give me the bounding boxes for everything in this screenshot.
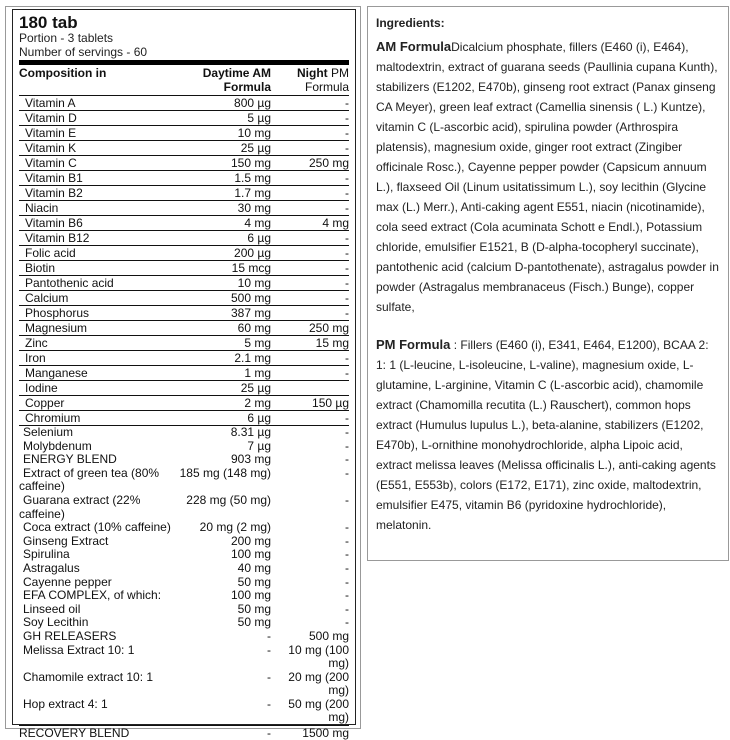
table-row	[19, 396, 349, 411]
nutrient-name: Chamomile extract 10: 1	[23, 669, 154, 684]
header-am: Daytime AM Formula	[202, 66, 271, 94]
am-value: 6 µg	[179, 411, 271, 426]
table-row	[19, 562, 349, 576]
am-value: -	[267, 642, 271, 657]
pm-value: -	[271, 351, 349, 366]
table-row	[19, 453, 349, 467]
nutrient-name: Vitamin B2	[19, 186, 179, 201]
table-row	[19, 246, 349, 261]
am-value: 200 µg	[179, 246, 271, 261]
am-value: 100 mg	[230, 588, 271, 603]
table-row	[19, 336, 349, 351]
pm-value: -	[271, 246, 349, 261]
pm-value: 4 mg	[271, 216, 349, 231]
header-pm-bold: Night	[297, 66, 328, 80]
nutrient-name: Niacin	[19, 201, 179, 216]
nutrient-name: Calcium	[19, 291, 179, 306]
table-row	[19, 291, 349, 306]
nutrient-name: Linseed oil	[23, 601, 81, 616]
table-row	[19, 111, 349, 126]
am-value: 1.5 mg	[179, 171, 271, 186]
pm-value: -	[271, 126, 349, 141]
am-value: 30 mg	[179, 201, 271, 216]
am-value: 50 mg	[237, 615, 271, 630]
nutrient-name: Soy Lecithin	[23, 615, 89, 630]
am-value: -	[267, 696, 271, 711]
product-title: 180 tab	[19, 13, 78, 32]
am-value: 40 mg	[237, 560, 271, 575]
composition-panel	[5, 6, 361, 740]
ingredients-heading: Ingredients:	[376, 16, 445, 30]
table-row	[19, 630, 349, 644]
table-row	[19, 171, 349, 186]
table-row	[19, 426, 349, 440]
pm-value: 15 mg	[271, 336, 349, 351]
composition-box	[12, 9, 356, 740]
table-row	[19, 201, 349, 216]
pm-value: -	[345, 547, 349, 562]
nutrient-name: Melissa Extract 10: 1	[23, 642, 135, 657]
table-row	[19, 156, 349, 171]
table-row	[19, 96, 349, 111]
nutrient-name: Spirulina	[23, 547, 70, 562]
am-value: 1.7 mg	[179, 186, 271, 201]
nutrient-name: Hop extract 4: 1	[23, 696, 108, 711]
am-value: 8.31 µg	[179, 426, 271, 440]
table-row	[19, 467, 349, 494]
pm-value: -	[271, 426, 349, 440]
am-value: 2.1 mg	[179, 351, 271, 366]
table-row	[19, 126, 349, 141]
header-pm	[271, 65, 349, 96]
pm-value: 250 mg	[271, 321, 349, 336]
am-value: 903 mg	[230, 452, 271, 467]
am-value: 50 mg	[237, 574, 271, 589]
header-pm-label: PM Formula	[304, 66, 349, 94]
am-value: 500 mg	[179, 291, 271, 306]
nutrient-name: Coca extract (10% caffeine)	[23, 520, 171, 535]
nutrient-name: Vitamin K	[19, 141, 179, 156]
am-value: -	[267, 669, 271, 684]
pm-value: 150 µg	[271, 396, 349, 411]
pm-value: -	[271, 141, 349, 156]
nutrient-name: Copper	[19, 396, 179, 411]
table-row	[19, 726, 349, 740]
pm-value: -	[271, 366, 349, 381]
table-row	[19, 321, 349, 336]
nutrient-name: Vitamin E	[19, 126, 179, 141]
servings-text: Number of servings - 60	[19, 45, 148, 59]
nutrient-name: Vitamin B12	[19, 231, 179, 246]
table-row	[19, 671, 349, 698]
pm-value: -	[345, 560, 349, 575]
am-value: 10 mg	[179, 276, 271, 291]
table-row	[19, 141, 349, 156]
am-value: 20 mg (2 mg)	[199, 520, 271, 535]
am-text: Dicalcium phosphate, fillers (E460 (i), E464), maltodextrin, extract of guarana seeds (Paullinia cupana Kunth), stabilizers (E1202, E470b), ginseng root extract (Panax ginseng CA Meyer), green leaf extract (Camellia sinensis ( L.) Kuntze), vitamin C (L-ascorbic acid), spirulina powder (Arthrospira platensis), magnesium oxide, ginger root extract (Zingiber officinale Rosc.), Cayenne pepper powder (Capsicum annuum L.), flaxseed Oil (Linum usitatissimum L.), soy lecithin (Glycine max (L.) Merr.), Anti-caking agent E551, niacin (nicotinamide), cola seed extract (Cola acuminata Schott e Endl.), Potassium chloride, emulsifier E1521, B (D-alpha-tocopheryl succinate), pantothenic acid (calcium D-pantothenate), astragalus powder in powder (Astragalus membranaceus (Fisch.) Bunge), copper sulfate,	[376, 40, 719, 314]
pm-ingredients	[376, 335, 720, 535]
am-value: 10 mg	[179, 126, 271, 141]
table-row	[19, 616, 349, 630]
table-row	[19, 521, 349, 535]
table-row	[19, 535, 349, 549]
pm-value	[271, 381, 349, 396]
table-row	[19, 351, 349, 366]
nutrient-name: Vitamin B6	[19, 216, 179, 231]
pm-value: -	[345, 520, 349, 535]
header-composition: Composition in	[19, 66, 107, 80]
composition-table	[19, 65, 349, 740]
am-ingredients	[376, 37, 720, 317]
am-value: 2 mg	[179, 396, 271, 411]
pm-value: 500 mg	[308, 628, 349, 643]
nutrient-name: Vitamin C	[19, 156, 179, 171]
table-row	[19, 603, 349, 617]
pm-value: -	[345, 492, 349, 507]
pm-value: 250 mg	[271, 156, 349, 171]
nutrient-name: Vitamin B1	[19, 171, 179, 186]
pm-value: -	[271, 171, 349, 186]
pm-value: -	[345, 615, 349, 630]
am-value: 387 mg	[179, 306, 271, 321]
am-value: 800 µg	[179, 96, 271, 111]
nutrient-name: Molybdenum	[23, 438, 92, 453]
pm-value: -	[345, 533, 349, 548]
nutrient-name: Chromium	[19, 411, 179, 426]
table-row	[19, 494, 349, 521]
nutrient-name: ENERGY BLEND	[23, 452, 117, 467]
table-row	[19, 411, 349, 426]
am-value: 100 mg	[230, 547, 271, 562]
table-row	[19, 576, 349, 590]
table-row	[19, 381, 349, 396]
table-row	[19, 644, 349, 671]
am-value: 185 mg (148 mg)	[179, 465, 271, 480]
pm-value: 50 mg (200 mg)	[288, 696, 349, 725]
nutrient-name: EFA COMPLEX, of which:	[23, 588, 162, 603]
table-header	[19, 65, 349, 96]
am-value: 25 µg	[179, 141, 271, 156]
pm-value: -	[271, 96, 349, 111]
nutrient-name: Selenium	[19, 426, 179, 440]
table-row	[19, 698, 349, 726]
am-value: 6 µg	[179, 231, 271, 246]
am-value: 25 µg	[179, 381, 271, 396]
table-row	[19, 186, 349, 201]
nutrient-name: Zinc	[19, 336, 179, 351]
pm-value: -	[271, 186, 349, 201]
pm-text: : Fillers (E460 (i), E341, E464, E1200), BCAA 2: 1: 1 (L-leucine, L-isoleucine, L-valine), magnesium oxide, L-glutamine, L-arginine, Vitamin C (L-ascorbic acid), chamomile extract (Chamomilla recutita (L.) Rauschert), common hops extract (Humulus lupulus L.), beta-alanine, stabilizers (E1202, E470b), L-ornithine monohydrochloride, alpha Lipoic acid, extract melissa leaves (Melissa officinalis L.), anti-caking agents (E551, E553b), colors (E172, E171), zinc oxide, maltodextrin, emulsifier E475, vitamin B6 (pyridoxine hydrochloride), melatonin.	[376, 338, 716, 532]
nutrient-name: GH RELEASERS	[23, 628, 117, 643]
pm-value: -	[271, 276, 349, 291]
pm-value: -	[345, 601, 349, 616]
am-value: 1 mg	[179, 366, 271, 381]
am-value: -	[179, 726, 271, 740]
pm-value: -	[271, 201, 349, 216]
pm-value: -	[345, 452, 349, 467]
nutrient-name: Folic acid	[19, 246, 179, 261]
nutrient-name: Iodine	[19, 381, 179, 396]
pm-value: -	[345, 588, 349, 603]
table-row	[19, 306, 349, 321]
nutrient-name: Manganese	[19, 366, 179, 381]
pm-value: -	[345, 438, 349, 453]
nutrient-name: Cayenne pepper	[23, 574, 112, 589]
pm-value: -	[345, 465, 349, 480]
nutrient-name: Guarana extract (22% caffeine)	[19, 492, 141, 521]
pm-value: -	[271, 231, 349, 246]
table-row	[19, 440, 349, 454]
am-label: AM Formula	[376, 39, 452, 54]
nutrient-name: Phosphorus	[19, 306, 179, 321]
nutrient-name: Iron	[19, 351, 179, 366]
pm-value: -	[271, 411, 349, 426]
pm-value: 1500 mg	[271, 726, 349, 740]
pm-value: 10 mg (100 mg)	[288, 642, 349, 671]
nutrient-name: Biotin	[19, 261, 179, 276]
nutrient-name: Pantothenic acid	[19, 276, 179, 291]
table-row	[19, 261, 349, 276]
am-value: 4 mg	[179, 216, 271, 231]
table-row	[19, 548, 349, 562]
am-value: 5 mg	[179, 336, 271, 351]
pm-value: -	[271, 306, 349, 321]
nutrient-name: Vitamin D	[19, 111, 179, 126]
am-value: 228 mg (50 mg)	[186, 492, 271, 507]
table-row	[19, 366, 349, 381]
pm-value: -	[345, 574, 349, 589]
nutrient-name: Ginseng Extract	[23, 533, 109, 548]
am-value: 150 mg	[179, 156, 271, 171]
nutrient-name: Extract of green tea (80% caffeine)	[19, 465, 160, 494]
nutrient-name: Vitamin A	[19, 96, 179, 111]
pm-value: -	[271, 111, 349, 126]
am-value: 7 µg	[247, 438, 271, 453]
am-value: -	[267, 628, 271, 643]
portion-text: Portion - 3 tablets	[19, 31, 114, 45]
nutrient-name: RECOVERY BLEND	[19, 726, 179, 740]
am-value: 15 mcg	[179, 261, 271, 276]
am-value: 60 mg	[179, 321, 271, 336]
nutrient-name: Astragalus	[23, 560, 80, 575]
pm-value: -	[271, 261, 349, 276]
pm-value: 20 mg (200 mg)	[288, 669, 349, 698]
ingredients-panel	[367, 6, 729, 561]
am-value: 50 mg	[237, 601, 271, 616]
table-row	[19, 231, 349, 246]
nutrient-name: Magnesium	[19, 321, 179, 336]
pm-label: PM Formula	[376, 337, 451, 352]
table-row	[19, 276, 349, 291]
am-value: 200 mg	[230, 533, 271, 548]
table-row	[19, 589, 349, 603]
table-row	[19, 216, 349, 231]
pm-value: -	[271, 291, 349, 306]
am-value: 5 µg	[179, 111, 271, 126]
